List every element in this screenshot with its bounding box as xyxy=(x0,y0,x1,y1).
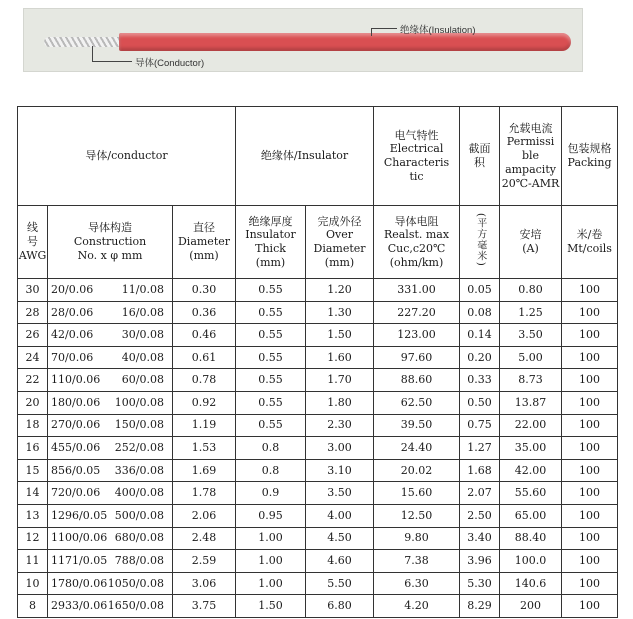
construction-cell xyxy=(48,391,173,414)
ampacity-cell: 200 xyxy=(500,595,562,618)
construction-cell xyxy=(48,346,173,369)
construction-cell xyxy=(48,572,173,595)
construction-a: 856/0.05 xyxy=(51,463,101,477)
construction-a: 1780/0.06 xyxy=(51,576,108,590)
resistance-cell: 88.60 xyxy=(374,369,460,392)
diameter-cell: 0.30 xyxy=(173,279,236,302)
ampacity-cell: 140.6 xyxy=(500,572,562,595)
area-cell: 3.96 xyxy=(460,550,500,573)
cable-illustration xyxy=(23,8,583,72)
over-diameter-cell: 3.00 xyxy=(306,437,374,460)
table-row xyxy=(18,391,618,414)
insulator-thick-cell: 0.55 xyxy=(236,301,306,324)
table-row xyxy=(18,550,618,573)
diameter-cell: 2.59 xyxy=(173,550,236,573)
over-diameter-cell: 4.60 xyxy=(306,550,374,573)
header-insulator-group: 绝缘体/Insulator xyxy=(236,107,374,206)
resistance-cell: 6.30 xyxy=(374,572,460,595)
ampacity-cell: 1.25 xyxy=(500,301,562,324)
ampacity-cell: 55.60 xyxy=(500,482,562,505)
construction-b: 30/0.08 xyxy=(121,328,164,342)
insulation-label: 绝缘体(Insulation) xyxy=(400,25,476,36)
insulator-thick-cell: 0.55 xyxy=(236,279,306,302)
construction-cell xyxy=(48,279,173,302)
awg-cell: 11 xyxy=(18,550,48,573)
diameter-cell: 1.53 xyxy=(173,437,236,460)
table-row xyxy=(18,369,618,392)
construction-b: 100/0.08 xyxy=(114,395,164,409)
construction-cell xyxy=(48,414,173,437)
packing-cell: 100 xyxy=(562,414,618,437)
construction-b: 336/0.08 xyxy=(114,463,164,477)
area-cell: 2.07 xyxy=(460,482,500,505)
packing-cell: 100 xyxy=(562,391,618,414)
ampacity-cell: 88.40 xyxy=(500,527,562,550)
diameter-cell: 3.75 xyxy=(173,595,236,618)
resistance-cell: 123.00 xyxy=(374,324,460,347)
header-packing: 包装规格 Packing xyxy=(562,107,618,206)
construction-cell xyxy=(48,437,173,460)
construction-a: 70/0.06 xyxy=(51,350,94,364)
construction-a: 180/0.06 xyxy=(51,395,101,409)
awg-cell: 20 xyxy=(18,391,48,414)
insulator-thick-cell: 0.55 xyxy=(236,369,306,392)
diameter-cell: 0.78 xyxy=(173,369,236,392)
over-diameter-cell: 2.30 xyxy=(306,414,374,437)
over-diameter-cell: 4.00 xyxy=(306,504,374,527)
construction-b: 1650/0.08 xyxy=(107,599,164,613)
spec-table xyxy=(17,106,618,618)
awg-cell: 14 xyxy=(18,482,48,505)
over-diameter-cell: 6.80 xyxy=(306,595,374,618)
header-area-unit: (平方毫米) xyxy=(460,206,500,279)
construction-a: 110/0.06 xyxy=(51,373,101,387)
over-diameter-cell: 1.50 xyxy=(306,324,374,347)
insulator-thick-cell: 0.8 xyxy=(236,459,306,482)
header-diameter: 直径 Diameter (mm) xyxy=(173,206,236,279)
area-cell: 1.27 xyxy=(460,437,500,460)
packing-cell: 100 xyxy=(562,279,618,302)
resistance-cell: 62.50 xyxy=(374,391,460,414)
area-cell: 0.20 xyxy=(460,346,500,369)
packing-cell: 100 xyxy=(562,572,618,595)
table-row xyxy=(18,595,618,618)
resistance-cell: 24.40 xyxy=(374,437,460,460)
construction-a: 1100/0.06 xyxy=(51,531,108,545)
ampacity-cell: 3.50 xyxy=(500,324,562,347)
awg-cell: 15 xyxy=(18,459,48,482)
construction-cell xyxy=(48,550,173,573)
awg-cell: 30 xyxy=(18,279,48,302)
awg-cell: 8 xyxy=(18,595,48,618)
construction-a: 28/0.06 xyxy=(51,305,94,319)
ampacity-cell: 100.0 xyxy=(500,550,562,573)
awg-cell: 22 xyxy=(18,369,48,392)
resistance-cell: 12.50 xyxy=(374,504,460,527)
packing-cell: 100 xyxy=(562,504,618,527)
packing-cell: 100 xyxy=(562,527,618,550)
area-cell: 0.08 xyxy=(460,301,500,324)
area-cell: 5.30 xyxy=(460,572,500,595)
over-diameter-cell: 3.10 xyxy=(306,459,374,482)
over-diameter-cell: 1.80 xyxy=(306,391,374,414)
construction-b: 40/0.08 xyxy=(121,350,164,364)
table-row xyxy=(18,301,618,324)
ampacity-cell: 65.00 xyxy=(500,504,562,527)
over-diameter-cell: 1.30 xyxy=(306,301,374,324)
diameter-cell: 1.19 xyxy=(173,414,236,437)
packing-cell: 100 xyxy=(562,346,618,369)
header-meters: 米/卷 Mt/coils xyxy=(562,206,618,279)
construction-a: 270/0.06 xyxy=(51,418,101,432)
resistance-cell: 97.60 xyxy=(374,346,460,369)
table-row xyxy=(18,279,618,302)
packing-cell: 100 xyxy=(562,437,618,460)
construction-b: 16/0.08 xyxy=(121,305,164,319)
resistance-cell: 4.20 xyxy=(374,595,460,618)
awg-cell: 26 xyxy=(18,324,48,347)
resistance-cell: 39.50 xyxy=(374,414,460,437)
header-electrical: 电气特性 Electrical Characteris tic xyxy=(374,107,460,206)
construction-cell xyxy=(48,595,173,618)
construction-a: 42/0.06 xyxy=(51,328,94,342)
awg-cell: 12 xyxy=(18,527,48,550)
construction-a: 720/0.06 xyxy=(51,486,101,500)
insulator-thick-cell: 1.50 xyxy=(236,595,306,618)
resistance-cell: 331.00 xyxy=(374,279,460,302)
diameter-cell: 0.46 xyxy=(173,324,236,347)
table-row xyxy=(18,527,618,550)
resistance-cell: 20.02 xyxy=(374,459,460,482)
area-cell: 3.40 xyxy=(460,527,500,550)
construction-b: 150/0.08 xyxy=(114,418,164,432)
packing-cell: 100 xyxy=(562,595,618,618)
construction-cell xyxy=(48,324,173,347)
insulator-thick-cell: 0.55 xyxy=(236,346,306,369)
header-resistance: 导体电阻 Realst. max Cuc,c20℃ (ohm/km) xyxy=(374,206,460,279)
table-row xyxy=(18,572,618,595)
insulator-thick-cell: 0.55 xyxy=(236,391,306,414)
diameter-cell: 2.48 xyxy=(173,527,236,550)
construction-a: 2933/0.06 xyxy=(51,599,108,613)
awg-cell: 13 xyxy=(18,504,48,527)
header-over-diameter: 完成外径 Over Diameter (mm) xyxy=(306,206,374,279)
construction-cell xyxy=(48,459,173,482)
header-awg: 线 号 AWG xyxy=(18,206,48,279)
construction-b: 400/0.08 xyxy=(114,486,164,500)
construction-cell xyxy=(48,369,173,392)
insulator-thick-cell: 1.00 xyxy=(236,572,306,595)
area-cell: 0.05 xyxy=(460,279,500,302)
header-insulator-thick: 绝缘厚度 Insulator Thick (mm) xyxy=(236,206,306,279)
packing-cell: 100 xyxy=(562,459,618,482)
diameter-cell: 1.69 xyxy=(173,459,236,482)
area-cell: 0.50 xyxy=(460,391,500,414)
construction-b: 680/0.08 xyxy=(114,531,164,545)
insulator-thick-cell: 0.55 xyxy=(236,414,306,437)
insulator-thick-cell: 0.95 xyxy=(236,504,306,527)
construction-a: 1171/0.05 xyxy=(51,554,108,568)
diameter-cell: 0.92 xyxy=(173,391,236,414)
construction-cell xyxy=(48,482,173,505)
insulator-thick-cell: 0.55 xyxy=(236,324,306,347)
insulator-thick-cell: 0.8 xyxy=(236,437,306,460)
over-diameter-cell: 5.50 xyxy=(306,572,374,595)
construction-b: 500/0.08 xyxy=(114,508,164,522)
ampacity-cell: 22.00 xyxy=(500,414,562,437)
construction-b: 1050/0.08 xyxy=(107,576,164,590)
insulation-leader xyxy=(371,28,372,36)
insulator-thick-cell: 0.9 xyxy=(236,482,306,505)
table-row xyxy=(18,437,618,460)
conductor-label: 导体(Conductor) xyxy=(135,58,205,69)
spec-rows xyxy=(18,279,618,618)
insulator-thick-cell: 1.00 xyxy=(236,550,306,573)
conductor-leader-h xyxy=(92,61,132,62)
conductor-strands xyxy=(44,37,124,47)
area-cell: 0.33 xyxy=(460,369,500,392)
construction-b: 11/0.08 xyxy=(121,282,164,296)
header-ampacity: 允载电流 Permissi ble ampacity 20℃-AMR xyxy=(500,107,562,206)
construction-a: 1296/0.05 xyxy=(51,508,108,522)
awg-cell: 28 xyxy=(18,301,48,324)
header-construction: 导体构造 Construction No. x φ mm xyxy=(48,206,173,279)
insulation-sheath xyxy=(119,33,571,51)
awg-cell: 10 xyxy=(18,572,48,595)
awg-cell: 16 xyxy=(18,437,48,460)
ampacity-cell: 42.00 xyxy=(500,459,562,482)
construction-cell xyxy=(48,527,173,550)
over-diameter-cell: 1.20 xyxy=(306,279,374,302)
resistance-cell: 227.20 xyxy=(374,301,460,324)
table-row xyxy=(18,504,618,527)
area-cell: 2.50 xyxy=(460,504,500,527)
packing-cell: 100 xyxy=(562,550,618,573)
area-cell: 0.75 xyxy=(460,414,500,437)
awg-cell: 18 xyxy=(18,414,48,437)
packing-cell: 100 xyxy=(562,369,618,392)
construction-b: 252/0.08 xyxy=(114,441,164,455)
over-diameter-cell: 1.60 xyxy=(306,346,374,369)
insulation-leader-h xyxy=(371,28,397,29)
header-ampere: 安培 (A) xyxy=(500,206,562,279)
packing-cell: 100 xyxy=(562,301,618,324)
ampacity-cell: 8.73 xyxy=(500,369,562,392)
diameter-cell: 1.78 xyxy=(173,482,236,505)
over-diameter-cell: 4.50 xyxy=(306,527,374,550)
resistance-cell: 15.60 xyxy=(374,482,460,505)
ampacity-cell: 35.00 xyxy=(500,437,562,460)
ampacity-cell: 5.00 xyxy=(500,346,562,369)
ampacity-cell: 0.80 xyxy=(500,279,562,302)
over-diameter-cell: 3.50 xyxy=(306,482,374,505)
table-row xyxy=(18,414,618,437)
awg-cell: 24 xyxy=(18,346,48,369)
conductor-leader xyxy=(92,46,93,61)
diameter-cell: 0.36 xyxy=(173,301,236,324)
header-conductor-group: 导体/conductor xyxy=(18,107,236,206)
diameter-cell: 2.06 xyxy=(173,504,236,527)
table-row xyxy=(18,482,618,505)
construction-cell xyxy=(48,504,173,527)
construction-cell xyxy=(48,301,173,324)
construction-a: 455/0.06 xyxy=(51,441,101,455)
resistance-cell: 7.38 xyxy=(374,550,460,573)
resistance-cell: 9.80 xyxy=(374,527,460,550)
insulator-thick-cell: 1.00 xyxy=(236,527,306,550)
construction-b: 788/0.08 xyxy=(114,554,164,568)
packing-cell: 100 xyxy=(562,482,618,505)
area-cell: 8.29 xyxy=(460,595,500,618)
table-row xyxy=(18,346,618,369)
table-row xyxy=(18,459,618,482)
area-cell: 0.14 xyxy=(460,324,500,347)
diameter-cell: 3.06 xyxy=(173,572,236,595)
area-cell: 1.68 xyxy=(460,459,500,482)
table-row xyxy=(18,324,618,347)
header-cross-section: 截面积 xyxy=(460,107,500,206)
packing-cell: 100 xyxy=(562,324,618,347)
construction-b: 60/0.08 xyxy=(121,373,164,387)
construction-a: 20/0.06 xyxy=(51,282,94,296)
ampacity-cell: 13.87 xyxy=(500,391,562,414)
over-diameter-cell: 1.70 xyxy=(306,369,374,392)
diameter-cell: 0.61 xyxy=(173,346,236,369)
